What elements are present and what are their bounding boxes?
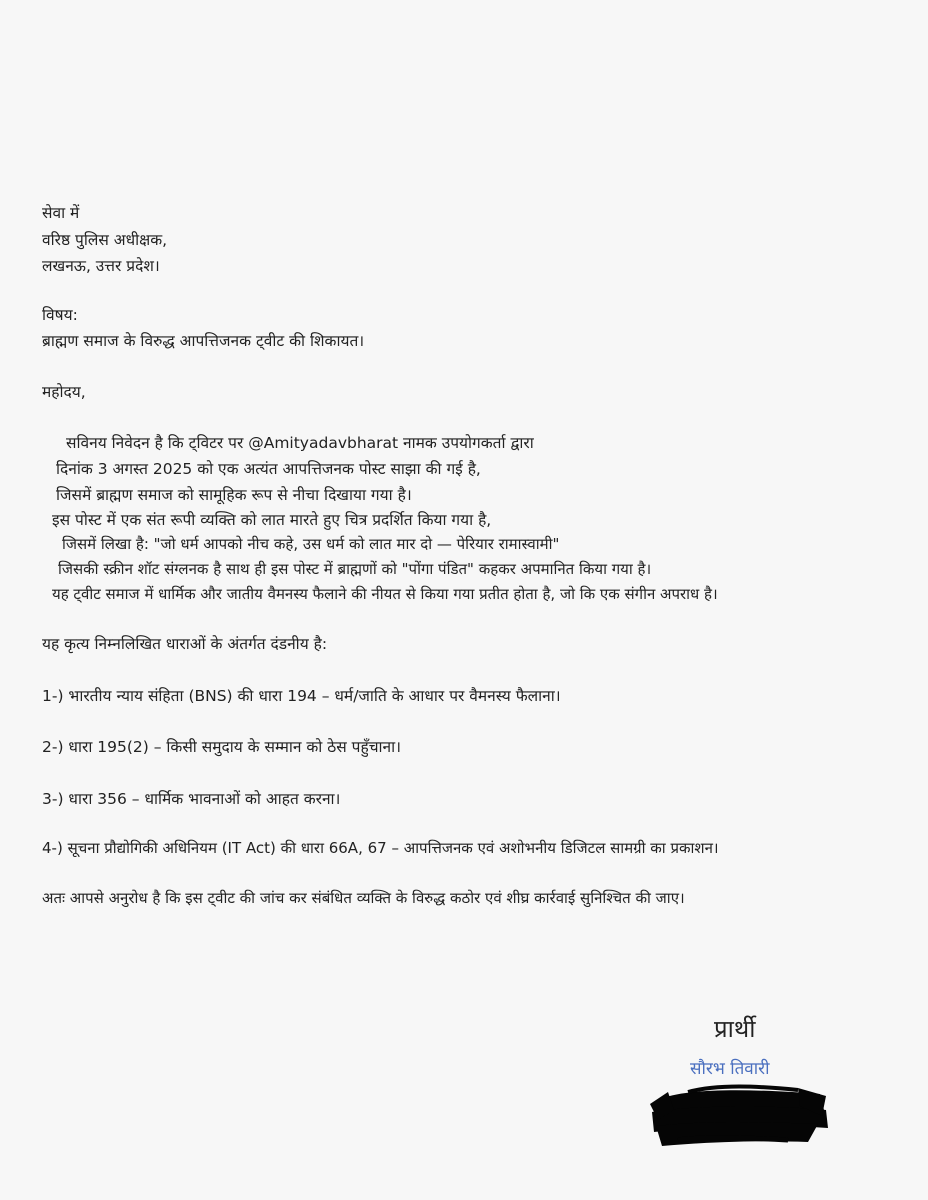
sections-intro: यह कृत्य निम्नलिखित धाराओं के अंतर्गत दंडनीय है:	[42, 635, 328, 653]
address-line-1: सेवा में	[42, 204, 80, 222]
section-item: 3-) धारा 356 – धार्मिक भावनाओं को आहत करना।	[42, 790, 341, 808]
salutation: महोदय,	[42, 383, 86, 401]
body-line: जिसमें ब्राह्मण समाज को सामूहिक रूप से नीचा दिखाया गया है।	[56, 486, 412, 504]
body-line: सविनय निवेदन है कि ट्विटर पर @Amityadavbharat नामक उपयोगकर्ता द्वारा	[66, 434, 534, 452]
body-line: दिनांक 3 अगस्त 2025 को एक अत्यंत आपत्तिजनक पोस्ट साझा की गई है,	[56, 460, 481, 478]
signature-label: प्रार्थी	[714, 1015, 756, 1043]
section-item: 4-) सूचना प्रौद्योगिकी अधिनियम (IT Act) की धारा 66A, 67 – आपत्तिजनक एवं अशोभनीय डिजिटल सामग्री का प्रकाशन।	[42, 839, 719, 857]
redaction-scribble	[648, 1080, 830, 1152]
body-line: जिसमें लिखा है: "जो धर्म आपको नीच कहे, उस धर्म को लात मार दो — पेरियार रामास्वामी"	[62, 535, 560, 553]
subject-text: ब्राह्मण समाज के विरुद्ध आपत्तिजनक ट्वीट की शिकायत।	[42, 332, 365, 350]
body-line: इस पोस्ट में एक संत रूपी व्यक्ति को लात मारते हुए चित्र प्रदर्शित किया गया है,	[52, 511, 492, 529]
body-line: जिसकी स्क्रीन शॉट संग्लनक है साथ ही इस पोस्ट में ब्राह्मणों को "पोंगा पंडित" कहकर अपमानित किया गया है।	[58, 560, 652, 578]
section-item: 2-) धारा 195(2) – किसी समुदाय के सम्मान को ठेस पहुँचाना।	[42, 738, 402, 756]
section-item: 1-) भारतीय न्याय संहिता (BNS) की धारा 194 – धर्म/जाति के आधार पर वैमनस्य फैलाना।	[42, 687, 561, 705]
request-line: अतः आपसे अनुरोध है कि इस ट्वीट की जांच कर संबंधित व्यक्ति के विरुद्ध कठोर एवं शीघ्र कार्रवाई सुनिश्चित की जाए।	[42, 889, 685, 907]
subject-label: विषय:	[42, 306, 78, 324]
signature-name: सौरभ तिवारी	[690, 1059, 770, 1079]
body-line: यह ट्वीट समाज में धार्मिक और जातीय वैमनस्य फैलाने की नीयत से किया गया प्रतीत होता है, जो कि एक संगीन अपराध है।	[52, 585, 718, 603]
address-line-2: वरिष्ठ पुलिस अधीक्षक,	[42, 231, 168, 249]
address-line-3: लखनऊ, उत्तर प्रदेश।	[42, 257, 160, 275]
